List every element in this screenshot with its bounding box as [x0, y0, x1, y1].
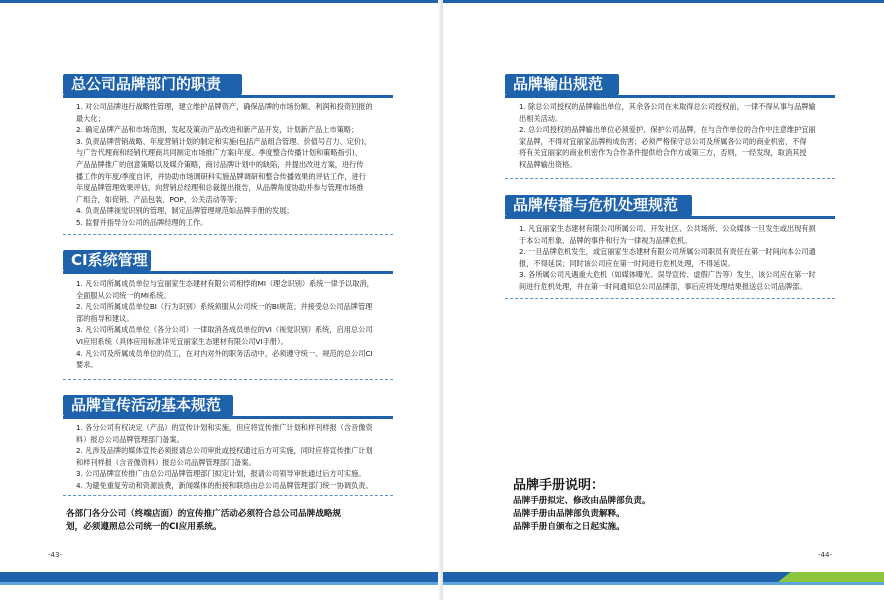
left-bottom-bar-blue	[0, 572, 441, 582]
right-section-1-heading	[505, 74, 619, 95]
list-item: 将有关宜丽家的商业机密作为合作条件提供给合作方或第三方，否则，一经发现，取消其授	[519, 148, 807, 158]
list-item: 2. 一旦品牌危机发生，或宜丽家生态建材有限公司所属公司职员有责任在第一时间向本公司通	[519, 247, 816, 257]
list-item: 3. 各所属公司凡遇重大危机（如媒体曝光、误导宣传、虚假广告等）发生，该公司应在第一时	[519, 270, 816, 280]
right-section-2-title: 品牌传播与危机处理规范	[513, 196, 679, 214]
left-closing-note	[66, 508, 396, 534]
left-section-1-rule	[63, 95, 393, 98]
list-item: 产品品牌推广的创意策略以及媒介策略，商讨品牌计划中的缺陷，并提出改进方案，进行传	[76, 159, 364, 169]
list-item: 全面服从公司统一的MI系统。	[76, 290, 171, 300]
list-item: 1. 除总公司授权的品牌输出单位，其余各公司在未取得总公司授权前，一律不得从事与品牌输	[519, 102, 816, 111]
page-number: -44-	[818, 551, 832, 559]
right-top-rule	[443, 0, 884, 3]
note-line: 各部门各分公司（终端店面）的宣传推广活动必须符合总公司品牌战略规	[66, 509, 342, 519]
list-item: 4. 负责品牌视觉识别的管理，制定品牌管理规范如品牌手册的发展；	[76, 206, 294, 216]
list-item: 广组合，如促销、产品包装、POP、公关活动等等；	[76, 194, 242, 204]
right-section-2-rule	[505, 216, 835, 219]
list-item: 最大化；	[76, 113, 105, 123]
list-item: 报，不得延误；同时该公司应在第一时间进行危机处理，不得延误。	[519, 258, 735, 268]
left-section-1-heading	[63, 74, 242, 95]
right-bottom-stripe-light	[443, 582, 884, 585]
list-item: 权品牌输出资格。	[519, 159, 577, 169]
list-item: 播工作的年度/季度自评，并协助市场调研科实施品牌调研和整合传播效果的评估工作，进行	[76, 171, 366, 181]
left-section-2-heading	[63, 250, 151, 271]
list-item: 2. 凡公司所属成员单位BI（行为识别）系统须服从公司统一的BI规范；并接受总公司品牌管理	[76, 302, 373, 312]
list-item: 和样刊样报（含音像资料）报总公司品牌管理部门备案。	[76, 457, 256, 467]
left-bottom-bar-light	[0, 582, 441, 585]
right-section-1-rule	[505, 95, 835, 98]
left-section-2-rule	[63, 271, 393, 274]
page-number: -43-	[48, 551, 62, 559]
left-section-3-title: 品牌宣传活动基本规范	[71, 396, 222, 414]
manual-line: 品牌手册拟定、修改由品牌部负责。	[513, 496, 651, 506]
left-section-3-dotted-divider	[63, 495, 393, 496]
list-item: 5. 监督并指导分公司的品牌经理的工作。	[76, 217, 208, 227]
list-item: 部的指导和建议。	[76, 313, 134, 323]
manual-title: 品牌手册说明：	[513, 478, 605, 493]
right-section-1-list	[519, 101, 849, 171]
list-item: 间进行危机处理，并在第一时间通知总公司品牌部，事后应将处理结果报送总公司品牌部。	[519, 281, 807, 291]
manual-lines	[513, 495, 843, 534]
list-item: 3. 凡公司所属成员单位（各分公司）一律取消各成员单位的VI（视觉识别）系统，启用总公司	[76, 325, 373, 335]
right-section-2-dotted-divider	[505, 298, 835, 299]
right-section-1-title: 品牌输出规范	[513, 75, 604, 93]
manual-line: 品牌手册自颁布之日起实施。	[513, 522, 625, 532]
left-section-1-title: 总公司品牌部门的职责	[71, 75, 222, 93]
list-item: 3. 负责品牌营销战略、年度营销计划的制定和实施(包括产品组合管理、价值号召力、定价)，	[76, 136, 372, 146]
list-item: 与广告代理商和经销代理商共同制定市场推广方案(年度、季度整合传播计划和策略指引)、	[76, 148, 362, 158]
list-item: 2. 确定品牌产品和市场范围，发起及策动产品改进和新产品开发，计划新产品上市策略；	[76, 125, 359, 135]
left-section-2-dotted-divider	[63, 379, 393, 380]
left-section-2-list	[76, 278, 406, 371]
left-section-3-rule	[63, 416, 393, 419]
list-item: 出相关活动。	[519, 113, 563, 123]
list-item: 4. 为避免重复劳动和资源浪费，新闻媒体的衔接和联络由总公司品牌管理部门统一协调负责。	[76, 480, 373, 490]
left-section-2-title: CI系统管理	[71, 251, 148, 269]
list-item: 家品牌，不得对宜丽家品牌构成伤害；必须严格保守总公司及所属各公司的商业机密，不得	[519, 136, 807, 146]
left-section-3-list	[76, 422, 406, 492]
left-page	[0, 0, 441, 600]
list-item: 2. 总公司授权的品牌输出单位必须爱护、保护公司品牌，在与合作单位的合作中注意维护宜丽	[519, 125, 816, 135]
list-item: 2. 凡涉及品牌的媒体宣传必须报请总公司审批或授权通过后方可实施，同时应将宣传推广计划	[76, 446, 373, 456]
right-page	[443, 0, 884, 600]
list-item: 1. 对公司品牌进行战略性管理，建立维护品牌资产，确保品牌的市场份额、利润和投资回报的	[76, 102, 373, 111]
right-section-2-list	[519, 223, 849, 293]
list-item: 3. 公司品牌宣传推广由总公司品牌管理部门拟定计划，报请公司领导审批通过后方可实施。	[76, 469, 366, 479]
manual-line: 品牌手册由品牌部负责解释。	[513, 509, 625, 519]
right-bottom-stripe-green	[778, 572, 884, 582]
left-top-rule	[0, 0, 441, 3]
list-item: 1. 凡公司所属成员单位与宜丽家生态建材有限公司相悖的MI（理念识别）系统一律予以取消，	[76, 279, 374, 288]
right-section-1-dotted-divider	[505, 178, 835, 179]
list-item: 要求。	[76, 360, 98, 370]
list-item: 于本公司形象、品牌的事件和行为一律视为品牌危机。	[519, 235, 692, 245]
note-line: 划，必须遵照总公司统一的CI应用系统。	[66, 522, 222, 532]
list-item: 4. 凡公司及所属成员单位的员工，在对内对外的职务活动中，必须遵守统一、规范的总公司CI	[76, 348, 373, 358]
list-item: 料）报总公司品牌管理部门备案。	[76, 434, 184, 444]
list-item: 年度品牌管理效果评估，向营销总经理和总裁提出报告，从品牌角度协助并参与管理市场推	[76, 183, 364, 193]
left-section-3-heading	[63, 395, 233, 416]
list-item: VI应用系统（具体应用标准详见宜丽家生态建材有限公司VI手册）。	[76, 336, 288, 346]
right-section-2-heading	[505, 195, 692, 216]
left-section-1-list	[76, 101, 406, 229]
list-item: 1. 凡宜丽家生态建材有限公司所属公司、开发社区、公共场所、公众媒体一旦发生或出现有损	[519, 224, 816, 233]
left-section-1-dotted-divider	[63, 234, 393, 235]
right-bottom-stripe-blue	[443, 572, 813, 582]
list-item: 1. 各分公司有权决定（产品）的宣传计划和实施，但应将宣传推广计划和样刊样报（含音像资	[76, 423, 373, 432]
